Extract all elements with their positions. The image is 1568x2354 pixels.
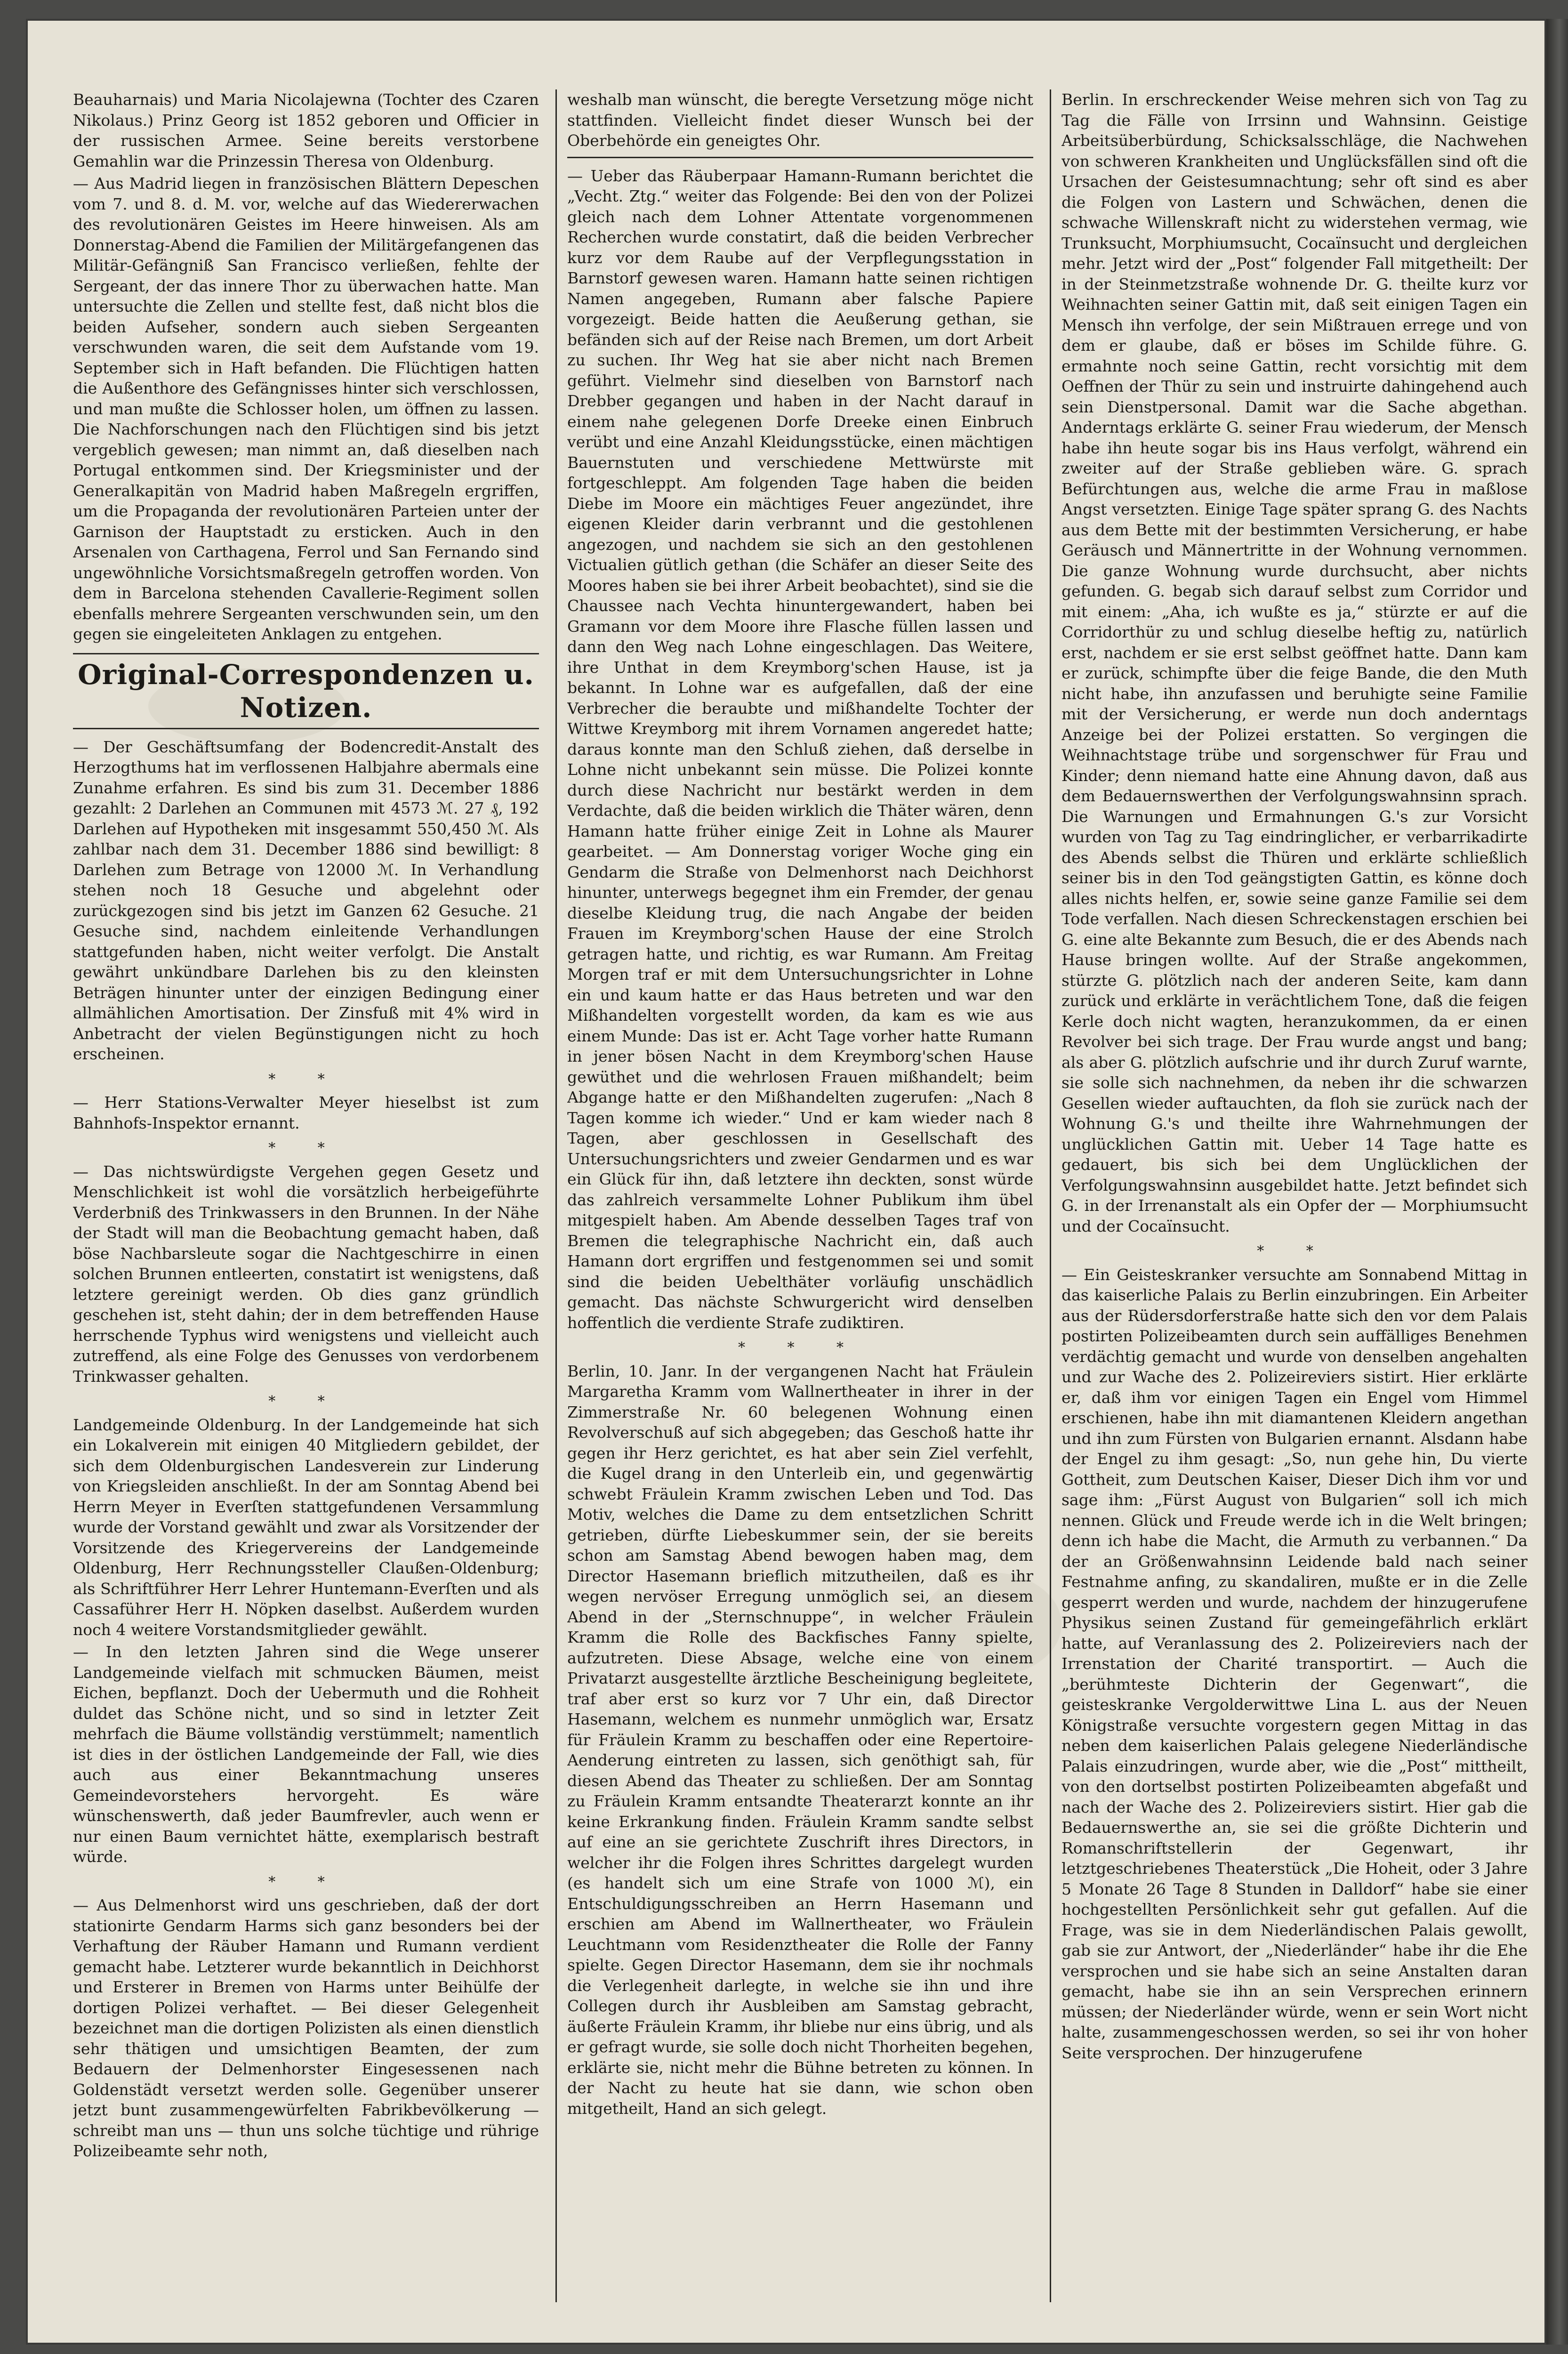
- article-berlin-kramm: Berlin, 10. Janr. In der vergangenen Nacht hat Fräulein Margaretha Kramm vom Wallnertheater in ihrer in der Zimmerstraße Nr. 60 belegenen Wohnung einen Revolverschuß auf sich abgegeben; das Geschoß hatte ihr gegen ihr Herz gerichtet, es hat aber sein Ziel verfehlt, die Kugel drang in den Unterleib ein, und gegenwärtig schwebt Fräulein Kramm zwischen Leben und Tod. Das Motiv, welches die Dame zu dem entsetzlichen Schritt getrieben, dürfte Liebeskummer sein, der sie bereits schon am Samstag Abend bewogen haben mag, dem Director Hasemann brieflich mitzutheilen, daß es ihr wegen nervöser Erregung unmöglich sei, an diesem Abend in der „Sternschnuppe“, in welcher Fräulein Kramm die Rolle des Backfisches Fanny spielte, aufzutreten. Diese Absage, welche eine von einem Privatarzt ausgestellte ärztliche Bescheinigung begleitete, traf aber erst so kurz vor 7 Uhr ein, daß Director Hasemann, welchem es nunmehr unmöglich war, Ersatz für Fräulein Kramm zu beschaffen oder eine Repertoire-Aenderung eintreten zu lassen, sich genöthigt sah, für diesen Abend das Theater zu schließen. Der am Sonntag zu Fräulein Kramm entsandte Theaterarzt konnte an ihr keine Erkrankung finden. Fräulein Kramm sandte selbst auf eine an sie gerichtete Zuschrift ihres Directors, in welcher ihr die Folgen ihres Schrittes dargelegt wurden (es handelt sich um eine Strafe von 1000 ℳ), ein Entschuldigungsschreiben an Herrn Hasemann und erschien am Abend im Wallnertheater, wo Fräulein Leuchtmann vom Residenztheater die Rolle der Fanny spielte. Gegen Director Hasemann, dem sie ihr nochmals die Verlegenheit darlegte, in welche sie ihn und ihre Collegen durch ihr Ausbleiben am Samstag gebracht, äußerte Fräulein Kramm, ihr bliebe nur eins übrig, und als er gefragt wurde, sie solle doch nicht Thorheiten begehen, erklärte sie, nicht mehr die Bühne betreten zu können. In der Nacht zu heute hat sie dann, wie schon oben mitgetheilt, Hand an sich gelegt.: [567, 1362, 1033, 2118]
- article-baeume: — In den letzten Jahren sind die Wege unserer Landgemeinde vielfach mit schmucken Bäumen, meist Eichen, bepflanzt. Doch der Uebermuth und die Rohheit duldet das Schöne nicht, und so sind in letzter Zeit mehrfach die Bäume vollständig verstümmelt; namentlich ist dies in der östlichen Landgemeinde der Fall, wie dies auch aus einer Bekanntmachung unseres Gemeindevorstehers hervorgeht. Es wäre wünschenswerth, daß jeder Baumfrevler, auch wenn er nur einen Baum vernichtet hätte, exemplarisch bestraft würde.: [73, 1643, 539, 1866]
- separator-stars: * *: [268, 1071, 344, 1088]
- separator-stars: * * *: [738, 1339, 863, 1356]
- article-continuation: weshalb man wünscht, die beregte Versetzung möge nicht stattfinden. Vielleicht findet dieser Wunsch bei der Oberbehörde ein geneigtes Ohr.: [567, 90, 1033, 150]
- separator-stars: * *: [1257, 1243, 1332, 1259]
- separator-stars: * *: [268, 1873, 344, 1890]
- column-rule: [555, 89, 557, 2302]
- article-geisteskranker: — Ein Geisteskranker versuchte am Sonnabend Mittag in das kaiserliche Palais zu Berlin einzubringen. Ein Arbeiter aus der Rüdersdorferstraße hatte sich den vor dem Palais postirten Polizeibeamten durch sein auffälliges Benehmen verdächtig gemacht und wurde von denselben angehalten und zur Wache des 2. Polizeireviers sistirt. Hier erklärte er, daß ihm vor einigen Tagen ein Engel vom Himmel erschienen, habe ihn mit diamantenen Kleidern angethan und ihn zum Fürsten von Bulgarien ernannt. Alsdann habe der Engel zu ihm gesagt: „So, nun gehe hin, Du vierte Gottheit, zum Deutschen Kaiser, Dieser Dich ihm vor und sage ihm: „Fürst August von Bulgarien“ soll ich mich nennen. Glück und Freude werde ich in die Welt bringen; denn ich habe die Macht, die Armuth zu verbannen.“ Da der an Größenwahnsinn Leidende bald nach seiner Festnahme anfing, zu skandaliren, mußte er in die Zelle gesperrt werden und wurde, nachdem der hinzugerufene Physikus seinen Zustand für gemeingefährlich erklärt hatte, auf Veranlassung des 2. Polizeireviers nach der Irrenstation der Charité transportirt. — Auch die „berühmteste Dichterin der Gegenwart“, die geisteskranke Vergolderwittwe Lina L. aus der Neuen Königstraße versuchte vorgestern gegen Mittag in das neben dem kaiserlichen Palais gelegene Niederländische Palais einzudringen, wurde aber, wie die „Post“ mittheilt, von den dortselbst postirten Polizeibeamten abgefaßt und nach der Wache des 2. Polizeireviers sistirt. Hier gab die Bedauernswerthe an, sie sei die größte Dichterin und Romanschriftstellerin der Gegenwart, ihr letztgeschriebenes Theaterstück „Die Hoheit, oder 3 Jahre 5 Monate 26 Tage 8 Stunden in Dalldorf“ habe sie einer hochgestellten Persönlichkeit sehr gut gefallen. Auf die Frage, was sie in dem Niederländischen Palais gewollt, gab sie zur Antwort, der „Niederländer“ habe ihr die Ehe versprochen und sie habe sich an seine Anstalten daran gemacht, habe sie ihn an sein Versprechen erinnern müssen; der Niederländer würde, wenn er sein Wort nicht halte, zusammengeschossen werden, so sei ihr von hoher Seite versprochen. Der hinzugerufene: [1061, 1265, 1528, 2062]
- newspaper-page: [26, 19, 1546, 2345]
- section-title: Original-Correspondenzen u. Notizen.: [73, 653, 539, 729]
- article-raeuberpaar: — Ueber das Räuberpaar Hamann-Rumann berichtet die „Vecht. Ztg.“ weiter das Folgende: Bei den von der Polizei gleich nach dem Lohner Attentate vorgenommenen Recherchen wurde constatirt, daß die beiden Verbrecher kurz vor dem Raube auf der Verpflegungsstation in Barnstorf gewesen waren. Hamann hatte seinen richtigen Namen angegeben, Rumann aber falsche Papiere vorgezeigt. Beide hatten die Aeußerung gethan, sie befänden sich auf der Reise nach Bremen, um dort Arbeit zu suchen. Ihr Weg hat sie aber nicht nach Bremen geführt. Vielmehr sind dieselben von Barnstorf nach Drebber gegangen und haben in der Nacht darauf in einem nahe gelegenen Dorfe Dreeke einen Einbruch verübt und eine Anzahl Kleidungsstücke, einen mächtigen Bauernstuten und verschiedene Mettwürste mit fortgeschleppt. Am folgenden Tage haben die beiden Diebe im Moore ein mächtiges Feuer angezündet, ihre eigenen Kleider darin verbrannt und die gestohlenen angezogen, und nachdem sie sich an den gestohlenen Victualien gütlich gethan (die Schäfer an dieser Seite des Moores haben sie bei ihrer Arbeit beobachtet), sind sie die Chaussee nach Vechta hinuntergewandert, haben bei Gramann vor dem Moore ihre Flasche füllen lassen und dann den Weg nach Lohne eingeschlagen. Das Weitere, ihre Unthat in dem Kreymborg'schen Hause, ist ja bekannt. In Lohne war es aufgefallen, daß der eine Verbrecher die beraubte und mißhandelte Tochter der Wittwe Kreymborg mit ihrem Vornamen angeredet hatte; daraus konnte man den Schluß ziehen, daß derselbe in Lohne nicht unbekannt sein müsse. Die Polizei konnte durch diese Nachricht nur bestärkt werden in dem Verdachte, daß die beiden wirklich die Thäter wären, denn Hamann hatte früher einige Zeit in Lohne als Maurer gearbeitet. — Am Donnerstag voriger Woche ging ein Gendarm die Straße von Delmenhorst nach Deichhorst hinunter, unterwegs begegnet ihm ein Fremder, der genau dieselbe Kleidung trug, die nach Angabe der beiden Frauen im Kreymborg'schen Hause der eine Strolch getragen hatte, und richtig, es war Rumann. Am Freitag Morgen traf er mit dem Untersuchungsrichter in Lohne ein und kaum hatte er das Haus betreten und war den Mißhandelten vorgestellt worden, da kam es wie aus einem Munde: Das ist er. Acht Tage vorher hatte Rumann in jener bösen Nacht in dem Kreymborg'schen Hause gewüthet und die wehrlosen Frauen mißhandelt; beim Abgange hatte er den Mißhandelten zugerufen: „Nach 8 Tagen komme ich wieder.“ Und er kam wieder nach 8 Tagen, aber geschlossen in Gesellschaft des Untersuchungsrichters und zweier Gendarmen und es war ein Glück für ihn, daß letztere ihn deckten, sonst würde das zahlreich versammelte Lohner Publikum ihm übel mitgespielt haben. Am Abende desselben Tages traf von Bremen die telegraphische Nachricht ein, daß auch Hamann dort ergriffen und festgenommen sei und somit sind die beiden Uebelthäter vorläufig unschädlich gemacht. Das nächste Schwurgericht wird denselben hoffentlich die verdiente Strafe zudiktiren.: [567, 166, 1033, 1332]
- article-madrid: — Aus Madrid liegen in französischen Blättern Depeschen vom 7. und 8. d. M. vor, welche auf das Wiedererwachen des revolutionären Geistes im Heere hinweisen. Als am Donnerstag-Abend die Familien der Militärgefangenen das Militär-Gefängniß San Francisco verließen, fehlte der Sergeant, der das innere Thor zu überwachen hatte. Man untersuchte die Zellen und stellte fest, daß nicht blos die beiden Aufseher, sondern auch sieben Sergeanten verschwunden waren, die seit dem Aufstande vom 19. September sich in Haft befanden. Die Flüchtigen hatten die Außenthore des Gefängnisses hinter sich verschlossen, und man mußte die Schlosser holen, um öffnen zu lassen. Die Nachforschungen nach den Flüchtigen sind bis jetzt vergeblich gewesen; man nimmt an, daß dieselben nach Portugal entkommen sind. Der Kriegsminister und der Generalkapitän von Madrid haben Maßregeln ergriffen, um die Propaganda der revolutionären Parteien unter der Garnison der Hauptstadt zu ersticken. Auch in den Arsenalen von Carthagena, Ferrol und San Fernando sind ungewöhnliche Vorsichtsmaßregeln getroffen worden. Von dem in Barcelona stehenden Cavallerie-Regiment sollen ebenfalls mehrere Sergeanten verschwunden sein, um den gegen sie eingeleiteten Anklagen zu entgehen.: [73, 174, 539, 643]
- article-paragraph: Beauharnais) und Maria Nicolajewna (Tochter des Czaren Nikolaus.) Prinz Georg ist 1852 geboren und Officier in der russischen Armee. Seine bereits verstorbene Gemahlin war die Prinzessin Theresa von Oldenburg.: [73, 90, 539, 170]
- article-bodencredit: — Der Geschäftsumfang der Bodencredit-Anstalt des Herzogthums hat im verflossenen Halbjahre abermals eine Zunahme erfahren. Es sind bis zum 31. December 1886 gezahlt: 2 Darlehen an Communen mit 4573 ℳ. 27 ₰, 192 Darlehen auf Hypotheken mit insgesammt 550,450 ℳ. Als zahlbar nach dem 31. December 1886 sind bewilligt: 8 Darlehen zum Betrage von 12000 ℳ. In Verhandlung stehen noch 18 Gesuche und abgelehnt oder zurückgezogen sind bis jetzt im Ganzen 62 Gesuche. 21 Gesuche sind, nachdem einleitende Verhandlungen stattgefunden haben, nicht weiter verfolgt. Die Anstalt gewährt unkündbare Darlehen bis zu den kleinsten Beträgen hinunter unter der einzigen Bedingung einer allmählichen Amortisation. Der Zinsfuß mit 4% wird in Anbetracht der vielen Begünstigungen nicht zu hoch erscheinen.: [73, 737, 539, 1063]
- horizontal-rule: [567, 157, 1033, 158]
- article-delmenhorst: — Aus Delmenhorst wird uns geschrieben, daß der dort stationirte Gendarm Harms sich ganz besonders bei der Verhaftung der Räuber Hamann und Rumann verdient gemacht habe. Letzterer wurde bekanntlich in Deichhorst und Ersterer in Bremen von Harms unter Beihülfe der dortigen Polizei verhaftet. — Bei dieser Gelegenheit bezeichnet man die dortigen Polizisten als einen dienstlich sehr thätigen und umsichtigen Beamten, der zum Bedauern der Delmenhorster Eingesessenen nach Goldenstädt versetzt werden solle. Gegenüber unserer jetzt bunt zusammengewürfelten Fabrikbevölkerung — schreibt man uns — thun uns solche tüchtige und rührige Polizeibeamte sehr noth,: [73, 1896, 539, 2160]
- binding-edge: [1546, 19, 1568, 2345]
- column-3: [1061, 89, 1528, 2298]
- article-stationsverwalter: — Herr Stations-Verwalter Meyer hieselbst ist zum Bahnhofs-Inspektor ernannt.: [73, 1093, 539, 1132]
- separator-stars: * *: [268, 1140, 344, 1156]
- column-rule: [1050, 89, 1051, 2302]
- column-1: [73, 89, 539, 2298]
- article-landgemeinde: Landgemeinde Oldenburg. In der Landgemeinde hat sich ein Lokalverein mit einigen 40 Mitgliedern gebildet, der sich dem Oldenburgischen Landesverein zur Linderung von Kriegsleiden anschließt. In der am Sonntag Abend bei Herrn Meyer in Everſten stattgefundenen Versammlung wurde der Vorstand gewählt und zwar als Vorsitzender der Vorsitzende des Kriegervereins der Landgemeinde Oldenburg, Herr Rechnungssteller Claußen-Oldenburg; als Schriftführer Herr Lehrer Huntemann-Everſten und als Cassaführer Herr H. Nöpken daselbst. Außerdem wurden noch 4 weitere Vorstandsmitglieder gewählt.: [73, 1415, 539, 1639]
- column-2: [567, 89, 1033, 2298]
- article-berlin-irrsinn: Berlin. In erschreckender Weise mehren sich von Tag zu Tag die Fälle von Irrsinn und Wahnsinn. Geistige Arbeitsüberbürdung, Schicksalsschläge, die Nachwehen von schweren Krankheiten und Unglücksfällen sind oft die Ursachen der Geistesumnachtung; sehr oft sind es aber die Folgen von Lastern und Schwächen, denen die schwache Willenskraft nicht zu widerstehen vermag, wie Trunksucht, Morphiumsucht, Cocaïnsucht und dergleichen mehr. Jetzt wird der „Post“ folgender Fall mitgetheilt: Der in der Steinmetzstraße wohnende Dr. G. theilte kurz vor Weihnachten seiner Gattin mit, daß seit einigen Tagen ein Mensch ihn verfolge, der sein Mißtrauen errege und von dem er glaube, daß er böses im Schilde führe. G. ermahnte noch seine Gattin, recht vorsichtig mit dem Oeffnen der Thür zu sein und instruirte dahingehend auch sein Dienstpersonal. Damit war die Sache abgethan. Anderntags erklärte G. seiner Frau wiederum, der Mensch habe ihn heute sogar bis ins Haus verfolgt, während ein zweiter auf der Straße geblieben wäre. G. sprach Befürchtungen aus, welche die arme Frau in maßlose Angst versetzten. Einige Tage später sprang G. des Nachts aus dem Bette mit der bestimmten Versicherung, er habe Geräusch und Männertritte in der Wohnung vernommen. Die ganze Wohnung wurde durchsucht, aber nichts gefunden. G. begab sich darauf selbst zum Corridor und mit einem: „Aha, ich wußte es ja,“ stürzte er auf die Corridorthür zu und schlug dieselbe heftig zu, natürlich erst, nachdem er sie erst selbst geöffnet hatte. Dann kam er zurück, schimpfte über die feige Bande, die den Muth nicht habe, ihn anzufassen und beruhigte seine Familie mit der Versicherung, er werde nun doch anderntags Anzeige bei der Polizei erstatten. So vergingen die Weihnachtstage trübe und sorgenschwer für Frau und Kinder; denn niemand hatte eine Ahnung davon, daß aus dem Bedauernswerthen der Verfolgungswahnsinn sprach. Die Warnungen und Ermahnungen G.'s zur Vorsicht wurden von Tag zu Tag eindringlicher, er verbarrikadirte des Abends selbst die Thüren und erklärte schließlich seiner bis in den Tod geängstigten Gattin, es könne doch alles nichts helfen, er, sowie seine ganze Familie sei dem Tode verfallen. Nach diesen Schreckenstagen erschien bei G. eine alte Bekannte zum Besuch, die er des Abends nach Hause bringen wollte. Auf der Straße angekommen, stürzte G. plötzlich nach der anderen Seite, kam dann zurück und erklärte in verächtlichem Tone, daß die feigen Kerle doch nicht wagten, heranzukommen, da er einen Revolver bei sich trage. Der Frau wurde angst und bang; als aber G. plötzlich aufschrie und ihr durch Zuruf warnte, sie solle sich nachnehmen, da neben ihr die schwarzen Gesellen wieder auftauchten, da floh sie zurück nach der Wohnung G.'s und theilte ihre Wahrnehmungen der unglücklichen Gattin mit. Ueber 14 Tage hatte es gedauert, bis sich bei dem Unglücklichen der Verfolgungswahnsinn ausgebildet hatte. Jetzt befindet sich G. in der Irrenanstalt als ein Opfer der — Morphiumsucht und der Cocaïnsucht.: [1061, 90, 1528, 1235]
- separator-stars: * *: [268, 1393, 344, 1410]
- article-trinkwasser: — Das nichtswürdigste Vergehen gegen Gesetz und Menschlichkeit ist wohl die vorsätzlich herbeigeführte Verderbniß des Trinkwassers in den Brunnen. In der Nähe der Stadt will man die Beobachtung gemacht haben, daß böse Nachbarsleute sogar die Nachtgeschirre in einen solchen Brunnen entleerten, constatirt ist wenigstens, daß letztere gereinigt werden. Ob dies ganz gründlich geschehen ist, steht dahin; der in dem betreffenden Hause herrschende Typhus wird wenigstens und vielleicht auch zutreffend, als eine Folge des Genusses von verdorbenem Trinkwasser gehalten.: [73, 1162, 539, 1386]
